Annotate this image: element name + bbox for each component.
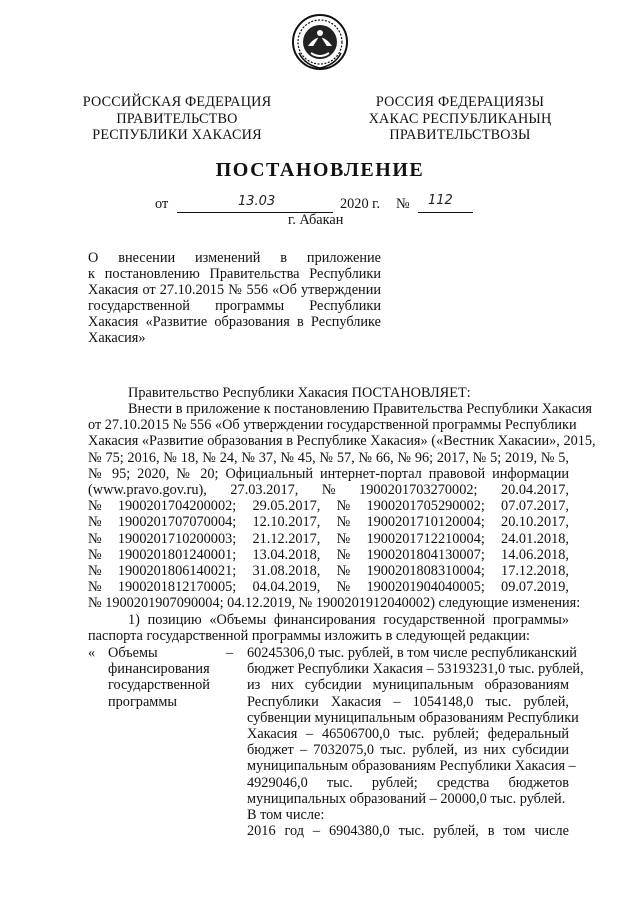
doc-ref-cell: 1900201710200003; (117, 530, 237, 547)
date-year: 2020 г. (340, 196, 380, 212)
header-right-line-3: ПРАВИТЕЛЬСТВОЗЫ (389, 127, 531, 143)
portal-cell: 27.03.2017, (230, 482, 299, 499)
date-from-label: от (155, 196, 169, 212)
passport-value-line: бюджет Республики Хакасия – 53193231,0 тыс. рублей, (247, 661, 584, 678)
header-right-line-1: РОССИЯ ФЕДЕРАЦИЯЗЫ (375, 94, 545, 110)
doc-ref-cell: № (336, 563, 351, 580)
doc-ref-cell: 12.10.2017, (252, 514, 321, 531)
passport-label-line: Объемы (108, 645, 158, 661)
doc-ref-cell: 1900201707070004; (117, 514, 237, 531)
body-line: № 75; 2016, № 18, № 24, № 37, № 45, № 57, № 66, № 96; 2017, № 5; 2019, № 5, (88, 449, 569, 466)
header-right (355, 94, 565, 144)
portal-cell: (www.pravo.gov.ru), (88, 482, 207, 499)
body-line: Хакасия «Развитие образования в Республике Хакасия» («Вестник Хакасии», 2015, (88, 433, 596, 450)
number-sign: № (396, 196, 410, 212)
passport-value-line: В том числе: (247, 807, 325, 824)
doc-ref-cell: № (336, 498, 351, 515)
doc-ref-cell: № (336, 530, 351, 547)
handwritten-date: 13.03 (238, 194, 276, 209)
doc-ref-cell: 1900201704200002; (117, 498, 237, 515)
doc-ref-cell: 20.10.2017, (501, 514, 569, 531)
doc-ref-cell: 17.12.2018, (501, 563, 569, 580)
portal-cell: 1900201703270002; (359, 482, 478, 499)
body-line: Внести в приложение к постановлению Правительства Республики Хакасия (128, 401, 593, 417)
item-1-line: паспорта государственной программы изложить в следующей редакции: (88, 627, 531, 644)
passport-value-line: 60245306,0 тыс. рублей, в том числе республиканский (247, 645, 577, 661)
doc-ref-cell: № (88, 579, 102, 596)
handwritten-number: 112 (428, 193, 453, 208)
document-title: ПОСТАНОВЛЕНИЕ (215, 159, 425, 181)
passport-label-line: государственной (108, 677, 210, 694)
doc-ref-cell: 1900201710120004; (366, 514, 485, 531)
opening-quote: « (88, 645, 96, 661)
passport-label-line: программы (108, 693, 178, 710)
doc-ref-cell: 1900201904040005; (366, 579, 485, 596)
header-left-line-1: РОССИЙСКАЯ ФЕДЕРАЦИЯ (82, 94, 272, 110)
passport-dash: – (226, 645, 234, 661)
passport-value-line: муниципальных образований – 20000,0 тыс. рублей. (247, 790, 566, 807)
passport-value-line: Республики Хакасия – 1054148,0 тыс. рублей, (247, 693, 569, 710)
passport-value (247, 645, 584, 840)
doc-ref-cell: № (336, 514, 351, 531)
doc-ref-row (88, 579, 569, 595)
doc-ref-cell: № (88, 514, 102, 531)
doc-ref-cell: 1900201812170005; (117, 579, 237, 596)
doc-ref-cell: 14.06.2018, (501, 546, 569, 563)
item-1-line: 1) позицию «Объемы финансирования государственной программы» (128, 611, 569, 628)
passport-label (108, 645, 258, 710)
passport-label-line: финансирования (108, 661, 210, 678)
subject-line: Хакасия «Развитие образования в Республике (88, 314, 381, 331)
decree-body (88, 401, 596, 644)
doc-ref-cell: 04.04.2019, (252, 579, 321, 596)
doc-ref-cell: 24.01.2018, (501, 530, 569, 547)
passport-value-line: из них субсидии муниципальным образованиям (247, 677, 569, 694)
doc-ref-cell: № (88, 546, 102, 563)
doc-ref-cell: 13.04.2018, (252, 546, 321, 563)
doc-ref-row (88, 498, 569, 514)
doc-ref-cell: № (88, 563, 102, 580)
subject-line: Хакасия» (88, 330, 146, 347)
body-line: от 27.10.2015 № 556 «Об утверждении государственной программы Республики (88, 417, 577, 434)
doc-ref-cell: 29.05.2017, (252, 498, 321, 515)
header-left-line-3: РЕСПУБЛИКИ ХАКАСИЯ (92, 127, 262, 143)
subject-line: Хакасия от 27.10.2015 № 556 «Об утверждении (88, 282, 381, 299)
doc-ref-cell: № (88, 498, 102, 515)
header-left-line-2: ПРАВИТЕЛЬСТВО (116, 110, 238, 127)
passport-value-line: 2016 год – 6904380,0 тыс. рублей, в том числе (247, 823, 569, 840)
doc-ref-cell: № (336, 579, 351, 596)
doc-ref-row (88, 563, 569, 579)
doc-ref-cell: 21.12.2017, (252, 530, 321, 547)
decree-intro: Правительство Республики Хакасия ПОСТАНОВЛЯЕТ: (128, 385, 471, 401)
coat-of-arms-emblem (291, 13, 349, 71)
subject-line: О внесении изменений в приложение (88, 250, 381, 266)
passport-value-line: бюджет – 7032075,0 тыс. рублей, из них субсидии (247, 742, 569, 759)
subject-block (88, 250, 381, 347)
passport-value-line: 4929046,0 тыс. рублей; средства бюджетов (247, 774, 569, 791)
body-line: № 1900201907090004; 04.12.2019, № 1900201912040002) следующие изменения: (88, 595, 581, 612)
subject-line: государственной программы Республики (88, 298, 381, 315)
passport-value-line: муниципальным образованиям Республики Хакасия – (247, 758, 576, 775)
doc-ref-row (88, 514, 569, 530)
portal-cell: 20.04.2017, (501, 482, 569, 499)
doc-ref-cell: 1900201712210004; (366, 530, 485, 547)
doc-ref-cell: 1900201808310004; (366, 563, 485, 580)
portal-cell: № (321, 482, 336, 499)
city: г. Абакан (288, 212, 344, 228)
doc-ref-cell: 09.07.2019, (501, 579, 569, 596)
doc-ref-cell: 1900201705290002; (366, 498, 485, 515)
passport-value-line: Хакасия – 46506700,0 тыс. рублей; федеральный (247, 726, 569, 743)
header-left (82, 94, 272, 144)
doc-ref-cell: № (336, 546, 351, 563)
doc-ref-cell: 1900201801240001; (117, 546, 237, 563)
body-line: № 95; 2020, № 20; Официальный интернет-портал правовой информации (88, 465, 569, 482)
header-right-line-2: ХАКАС РЕСПУБЛИКАНЫҢ (368, 110, 552, 127)
doc-ref-cell: 1900201806140021; (117, 563, 237, 580)
doc-ref-row (88, 531, 569, 547)
subject-line: к постановлению Правительства Республики (88, 266, 381, 283)
portal-row (88, 482, 569, 498)
doc-ref-cell: 07.07.2017, (501, 498, 569, 515)
doc-ref-cell: 31.08.2018, (252, 563, 321, 580)
passport-value-line: субвенции муниципальным образованиям Республики (247, 709, 579, 726)
doc-ref-cell: № (88, 530, 102, 547)
doc-ref-row (88, 547, 569, 563)
doc-ref-cell: 1900201804130007; (366, 546, 485, 563)
